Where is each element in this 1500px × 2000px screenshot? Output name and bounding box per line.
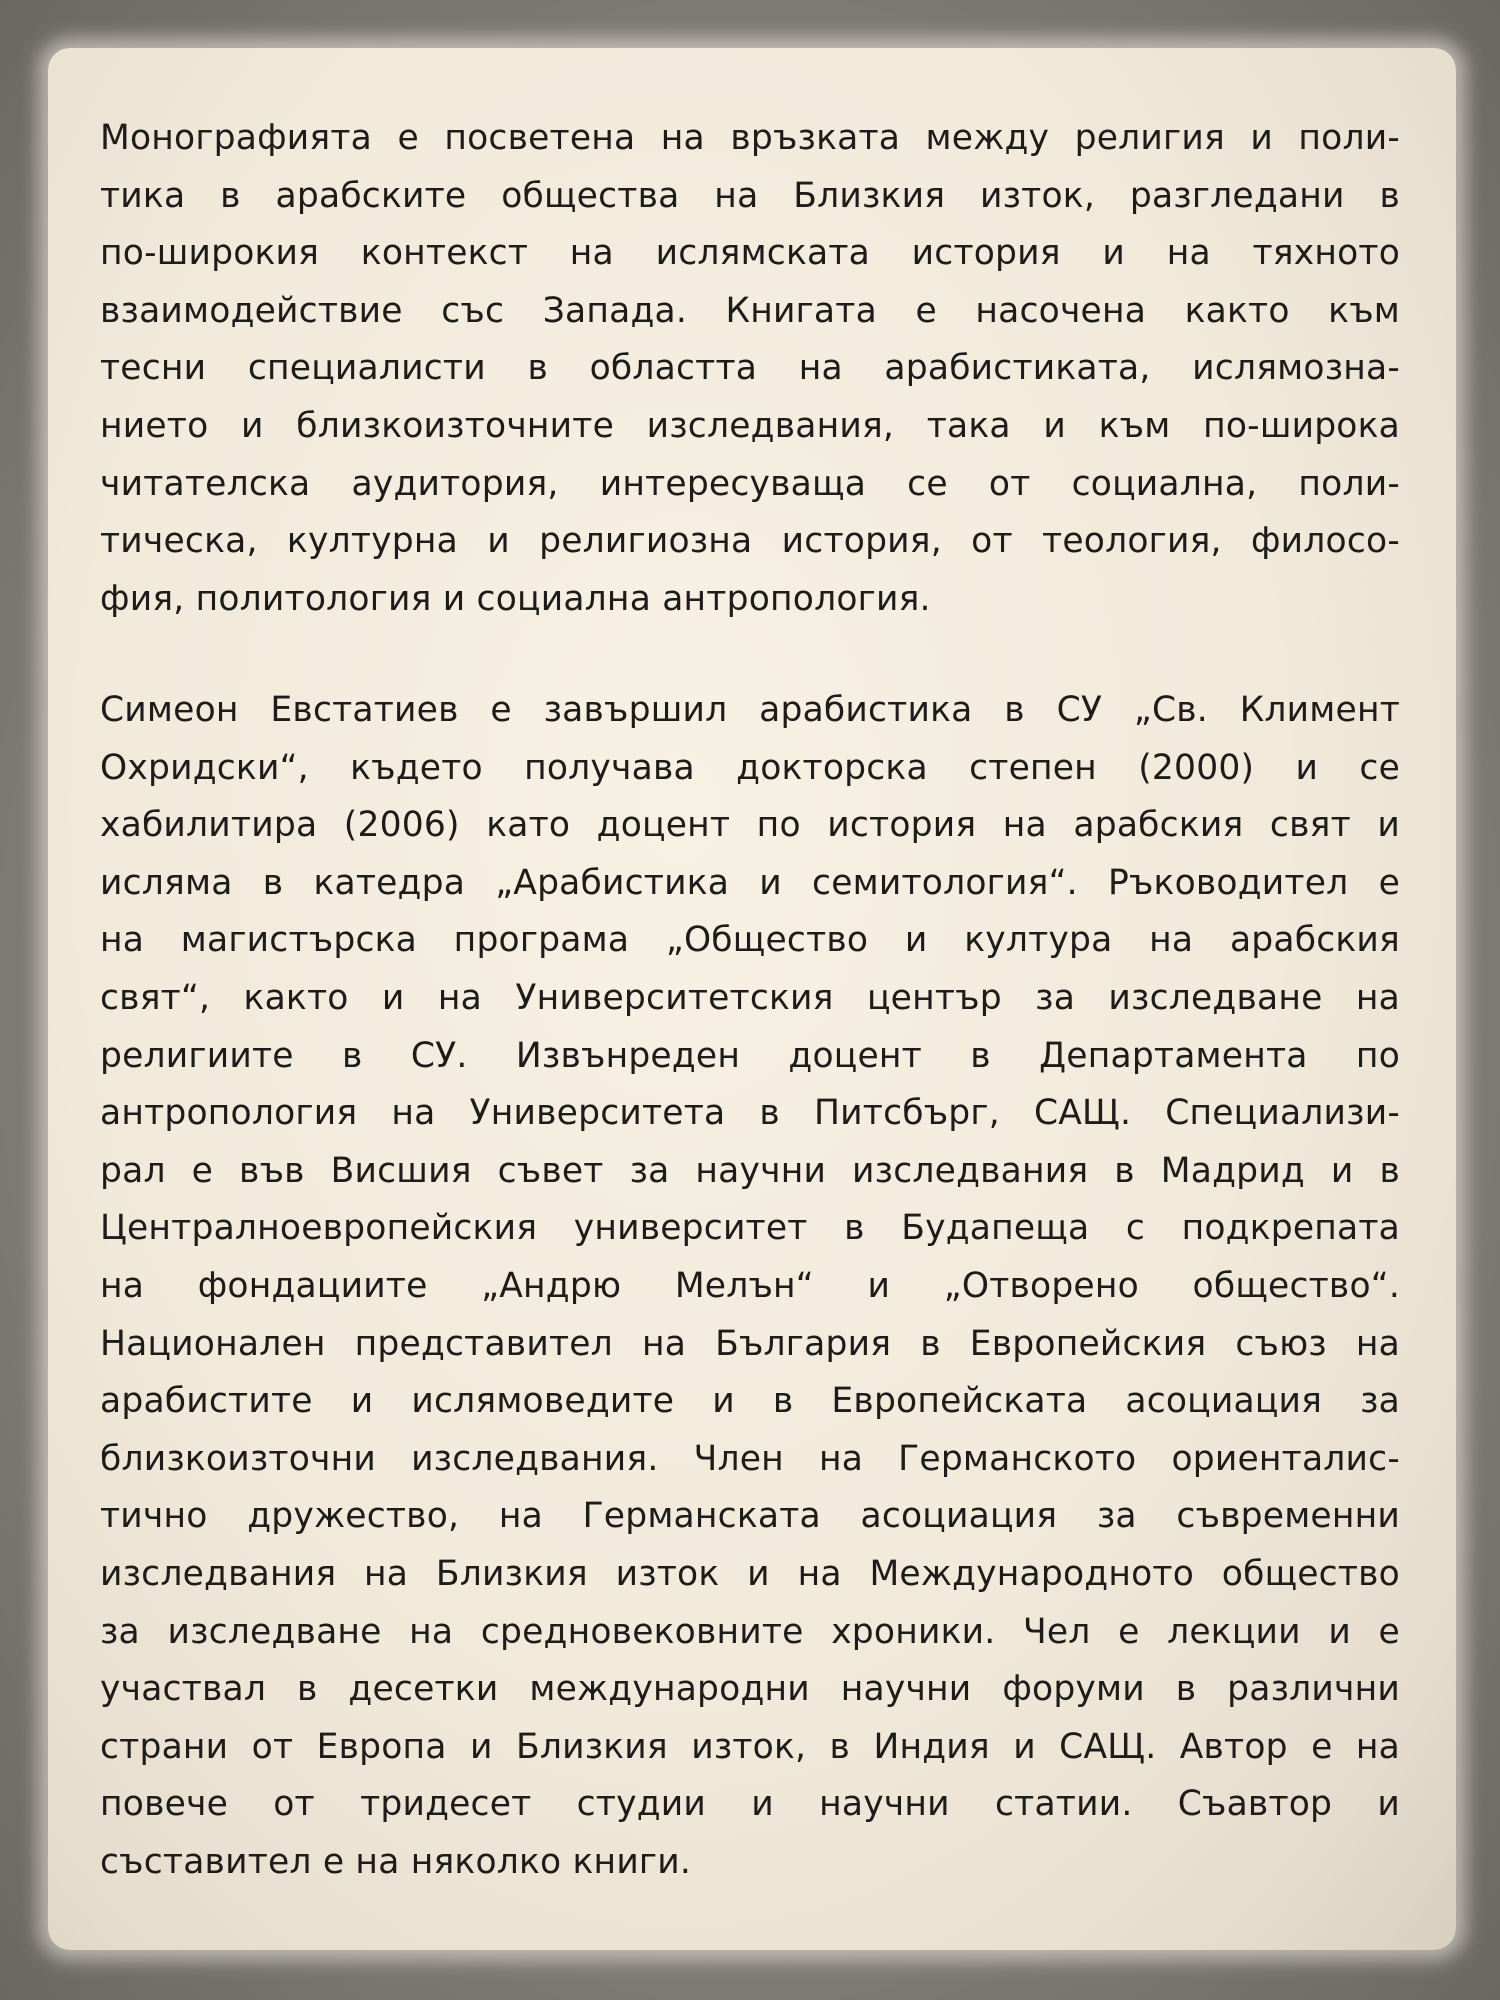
text-line: близкоизточни изследвания. Член на Германското ориенталис- bbox=[100, 1438, 1400, 1479]
text-line: по-широкия контекст на ислямската история и на тяхното bbox=[100, 233, 1400, 274]
text-line: рал е във Висшия съвет за научни изследвания в Мадрид и в bbox=[100, 1150, 1400, 1191]
text-line: фия, политология и социална антропология. bbox=[100, 578, 931, 619]
text-line: Монографията е посветена на връзката между религия и поли- bbox=[100, 118, 1400, 158]
author-bio-paragraph bbox=[100, 682, 1400, 1891]
text-line: нието и близкоизточните изследвания, така и към по-широка bbox=[100, 405, 1400, 446]
text-line: изследвания на Близкия изток и на Международното общество bbox=[100, 1553, 1400, 1594]
text-line: Национален представител на България в Европейския съюз на bbox=[100, 1323, 1400, 1364]
text-line: арабистите и ислямоведите и в Европейската асоциация за bbox=[100, 1381, 1400, 1422]
text-line: съставител е на няколко книги. bbox=[100, 1841, 692, 1882]
text-line: за изследване на средновековните хроники. Чел е лекции и е bbox=[100, 1611, 1400, 1652]
text-line: повече от тридесет студии и научни статии. Съавтор и bbox=[100, 1784, 1400, 1825]
text-line: тично дружество, на Германската асоциация за съвременни bbox=[100, 1496, 1400, 1537]
text-line: Симеон Евстатиев е завършил арабистика в СУ „Св. Климент bbox=[100, 690, 1400, 730]
text-line: Централноевропейския университет в Будапеща с подкрепата bbox=[100, 1208, 1400, 1249]
text-line: на фондациите „Андрю Мелън“ и „Отворено общество“. bbox=[100, 1265, 1400, 1306]
text-line: свят“, както и на Университетския център за изследване на bbox=[100, 977, 1400, 1018]
text-line: читателска аудитория, интересуваща се от социална, поли- bbox=[100, 463, 1400, 504]
text-line: тика в арабските общества на Близкия изток, разгледани в bbox=[100, 175, 1400, 216]
text-line: взаимодействие със Запада. Книгата е насочена както към bbox=[100, 290, 1400, 331]
text-line: тесни специалисти в областта на арабистиката, ислямозна- bbox=[100, 348, 1400, 389]
text-line: Охридски“, където получава докторска степен (2000) и се bbox=[100, 747, 1400, 788]
text-line: тическа, културна и религиозна история, от теология, филосо- bbox=[100, 521, 1400, 562]
text-line: исляма в катедра „Арабистика и семитология“. Ръководител е bbox=[100, 862, 1400, 903]
text-line: страни от Европа и Близкия изток, в Индия и САЩ. Автор е на bbox=[100, 1726, 1400, 1767]
book-description-paragraph bbox=[100, 110, 1400, 628]
text-line: антропология на Университета в Питсбърг, САЩ. Специализи- bbox=[100, 1093, 1400, 1134]
text-line: хабилитира (2006) като доцент по история на арабския свят и bbox=[100, 805, 1400, 846]
text-line: религиите в СУ. Извънреден доцент в Департамента по bbox=[100, 1035, 1400, 1076]
text-line: участвал в десетки международни научни форуми в различни bbox=[100, 1669, 1400, 1710]
text-line: на магистърска програма „Общество и култура на арабския bbox=[100, 920, 1400, 961]
